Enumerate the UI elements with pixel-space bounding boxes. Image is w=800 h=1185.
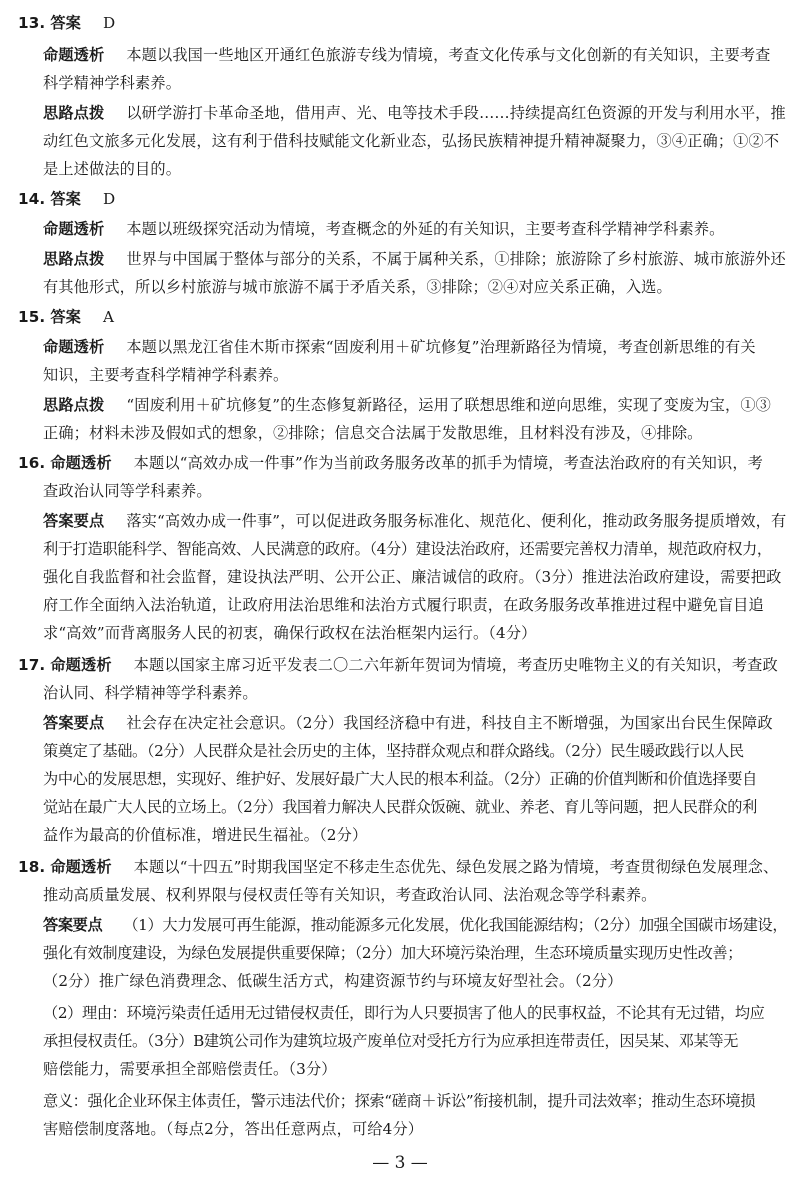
answer-label: 答案 <box>50 308 82 326</box>
question-number: 16. <box>18 454 46 472</box>
page-number: — 3 — <box>372 1153 428 1173</box>
q18-analysis-line-1 <box>18 856 778 878</box>
q14-analysis-line-1 <box>43 218 725 240</box>
q13-analysis-line-2: 科学精神学科素养。 <box>43 74 182 92</box>
analysis-text: 本题以国家主席习近平发表二〇二六年新年贺词为情境，考查历史唯物主义的有关知识，考查政 <box>133 656 778 674</box>
answer-value: D <box>103 190 116 208</box>
q16-analysis-line-1 <box>18 452 763 474</box>
answer-value: A <box>103 308 115 326</box>
q13-hint-line-1 <box>43 102 786 124</box>
q17-key-line-3: 为中心的发展思想，实现好、维护好、发展好最广大人民的根本利益。（2分）正确的价值判断和价值选择要自 <box>43 770 757 788</box>
q15-answer-line <box>18 306 114 328</box>
q13-answer-line <box>18 12 115 34</box>
q16-key-line-4: 府工作全面纳入法治轨道，让政府用法治思维和法治方式履行职责，在政务服务改革推进过程中避免盲目追 <box>43 596 764 614</box>
q18-key-line-3: （2分）推广绿色消费理念、低碳生活方式，构建资源节约与环境友好型社会。（2分） <box>43 972 623 990</box>
hint-text: “固废利用＋矿坑修复”的生态修复新路径，运用了联想思维和逆向思维，实现了变废为宝，①③ <box>126 396 771 414</box>
analysis-label: 命题透析 <box>50 858 112 876</box>
q16-key-line-3: 强化自我监督和社会监督，建设执法严明、公开公正、廉洁诚信的政府。（3分）推进法治政府建设，需要把政 <box>43 568 782 586</box>
hint-label: 思路点拨 <box>43 396 105 414</box>
q15-hint-line-1 <box>43 394 771 416</box>
q17-analysis-line-1 <box>18 654 778 676</box>
analysis-text: 本题以“十四五”时期我国坚定不移走生态优先、绿色发展之路为情境，考查贯彻绿色发展理念、 <box>133 858 779 876</box>
q13-hint-line-3: 是上述做法的目的。 <box>43 160 182 178</box>
q18-key-line-7: 意义：强化企业环保主体责任，警示违法代价；探索“磋商＋诉讼”衔接机制，提升司法效率；推动生态环境损 <box>43 1092 756 1110</box>
q17-key-line-2: 策奠定了基础。（2分）人民群众是社会历史的主体，坚持群众观点和群众路线。（2分）民生暖政践行以人民 <box>43 742 744 760</box>
q18-key-line-5: 承担侵权责任。（3分）B建筑公司作为建筑垃圾产废单位对受托方行为应承担连带责任，因吴某、邓某等无 <box>43 1032 739 1050</box>
q13-analysis-line-1 <box>43 44 771 66</box>
q15-analysis-line-2: 知识，主要考查科学精神学科素养。 <box>43 366 289 384</box>
analysis-text: 本题以我国一些地区开通红色旅游专线为情境，考查文化传承与文化创新的有关知识，主要考查 <box>126 46 771 64</box>
question-number: 18. <box>18 858 46 876</box>
q18-analysis-line-2: 推动高质量发展、权利界限与侵权责任等有关知识，考查政治认同、法治观念等学科素养。 <box>43 886 657 904</box>
analysis-text: 本题以“高效办成一件事”作为当前政务服务改革的抓手为情境，考查法治政府的有关知识，考 <box>133 454 764 472</box>
q16-key-line-5: 求“高效”而背离服务人民的初衷，确保行政权在法治框架内运行。（4分） <box>43 624 537 642</box>
hint-label: 思路点拨 <box>43 250 105 268</box>
answer-value: D <box>103 14 116 32</box>
q14-answer-line <box>18 188 115 210</box>
q18-key-line-8: 害赔偿制度落地。（每点2分，答出任意两点，可给4分） <box>43 1120 424 1138</box>
q16-key-line-2: 利于打造职能科学、智能高效、人民满意的政府。（4分）建设法治政府，还需要完善权力清单，规范政府权力， <box>43 540 772 558</box>
analysis-label: 命题透析 <box>43 46 105 64</box>
q18-key-line-6: 赔偿能力，需要承担全部赔偿责任。（3分） <box>43 1060 337 1078</box>
analysis-text: 本题以班级探究活动为情境，考查概念的外延的有关知识，主要考查科学精神学科素养。 <box>126 220 725 238</box>
question-number: 17. <box>18 656 46 674</box>
q14-hint-line-1 <box>43 248 786 270</box>
hint-text: 世界与中国属于整体与部分的关系，不属于属种关系，①排除；旅游除了乡村旅游、城市旅游外还 <box>126 250 786 268</box>
q16-key-line-1 <box>43 510 786 532</box>
question-number: 14. <box>18 190 46 208</box>
q15-hint-line-2: 正确；材料未涉及假如式的想象，②排除；信息交合法属于发散思维，且材料没有涉及，④排除。 <box>43 424 703 442</box>
q18-key-line-2: 强化有效制度建设，为绿色发展提供重要保障；（2分）加大环境污染治理，生态环境质量实现历史性改善； <box>43 944 743 962</box>
q18-key-line-4: （2）理由：环境污染责任适用无过错侵权责任，即行为人只要损害了他人的民事权益，不论其有无过错，均应 <box>43 1004 765 1022</box>
key-points-text: 落实“高效办成一件事”，可以促进政务服务标准化、规范化、便利化，推动政务服务提质增效，有 <box>126 512 787 530</box>
q17-key-line-1 <box>43 712 773 734</box>
question-number: 15. <box>18 308 46 326</box>
q17-key-line-5: 益作为最高的价值标准，增进民生福祉。（2分） <box>43 826 368 844</box>
q13-hint-line-2: 动红色文旅多元化发展，这有利于借科技赋能文化新业态，弘扬民族精神提升精神凝聚力，③④正确；①②不 <box>43 132 780 150</box>
question-number: 13. <box>18 14 46 32</box>
answer-label: 答案 <box>50 190 82 208</box>
key-points-text: （1）大力发展可再生能源，推动能源多元化发展，优化我国能源结构；（2分）加强全国碳市场建设， <box>123 916 788 934</box>
analysis-label: 命题透析 <box>43 338 105 356</box>
analysis-label: 命题透析 <box>50 454 112 472</box>
hint-text: 以研学游打卡革命圣地，借用声、光、电等技术手段……持续提高红色资源的开发与利用水平，推 <box>126 104 786 122</box>
q14-hint-line-2: 有其他形式，所以乡村旅游与城市旅游不属于矛盾关系，③排除；②④对应关系正确，入选。 <box>43 278 672 296</box>
q17-key-line-4: 觉站在最广大人民的立场上。（2分）我国着力解决人民群众饭碗、就业、养老、育儿等问题，把人民群众的利 <box>43 798 757 816</box>
q15-analysis-line-1 <box>43 336 756 358</box>
key-points-label: 答案要点 <box>43 916 103 934</box>
analysis-text: 本题以黑龙江省佳木斯市探索“固废利用＋矿坑修复”治理新路径为情境，考查创新思维的有关 <box>126 338 756 356</box>
analysis-label: 命题透析 <box>43 220 105 238</box>
key-points-label: 答案要点 <box>43 714 105 732</box>
q16-analysis-line-2: 查政治认同等学科素养。 <box>43 482 212 500</box>
key-points-text: 社会存在决定社会意识。（2分）我国经济稳中有进，科技自主不断增强，为国家出台民生保障政 <box>126 714 773 732</box>
hint-label: 思路点拨 <box>43 104 105 122</box>
answer-label: 答案 <box>50 14 82 32</box>
analysis-label: 命题透析 <box>50 656 112 674</box>
key-points-label: 答案要点 <box>43 512 105 530</box>
q17-analysis-line-2: 治认同、科学精神等学科素养。 <box>43 684 258 702</box>
q18-key-line-1 <box>43 914 787 936</box>
